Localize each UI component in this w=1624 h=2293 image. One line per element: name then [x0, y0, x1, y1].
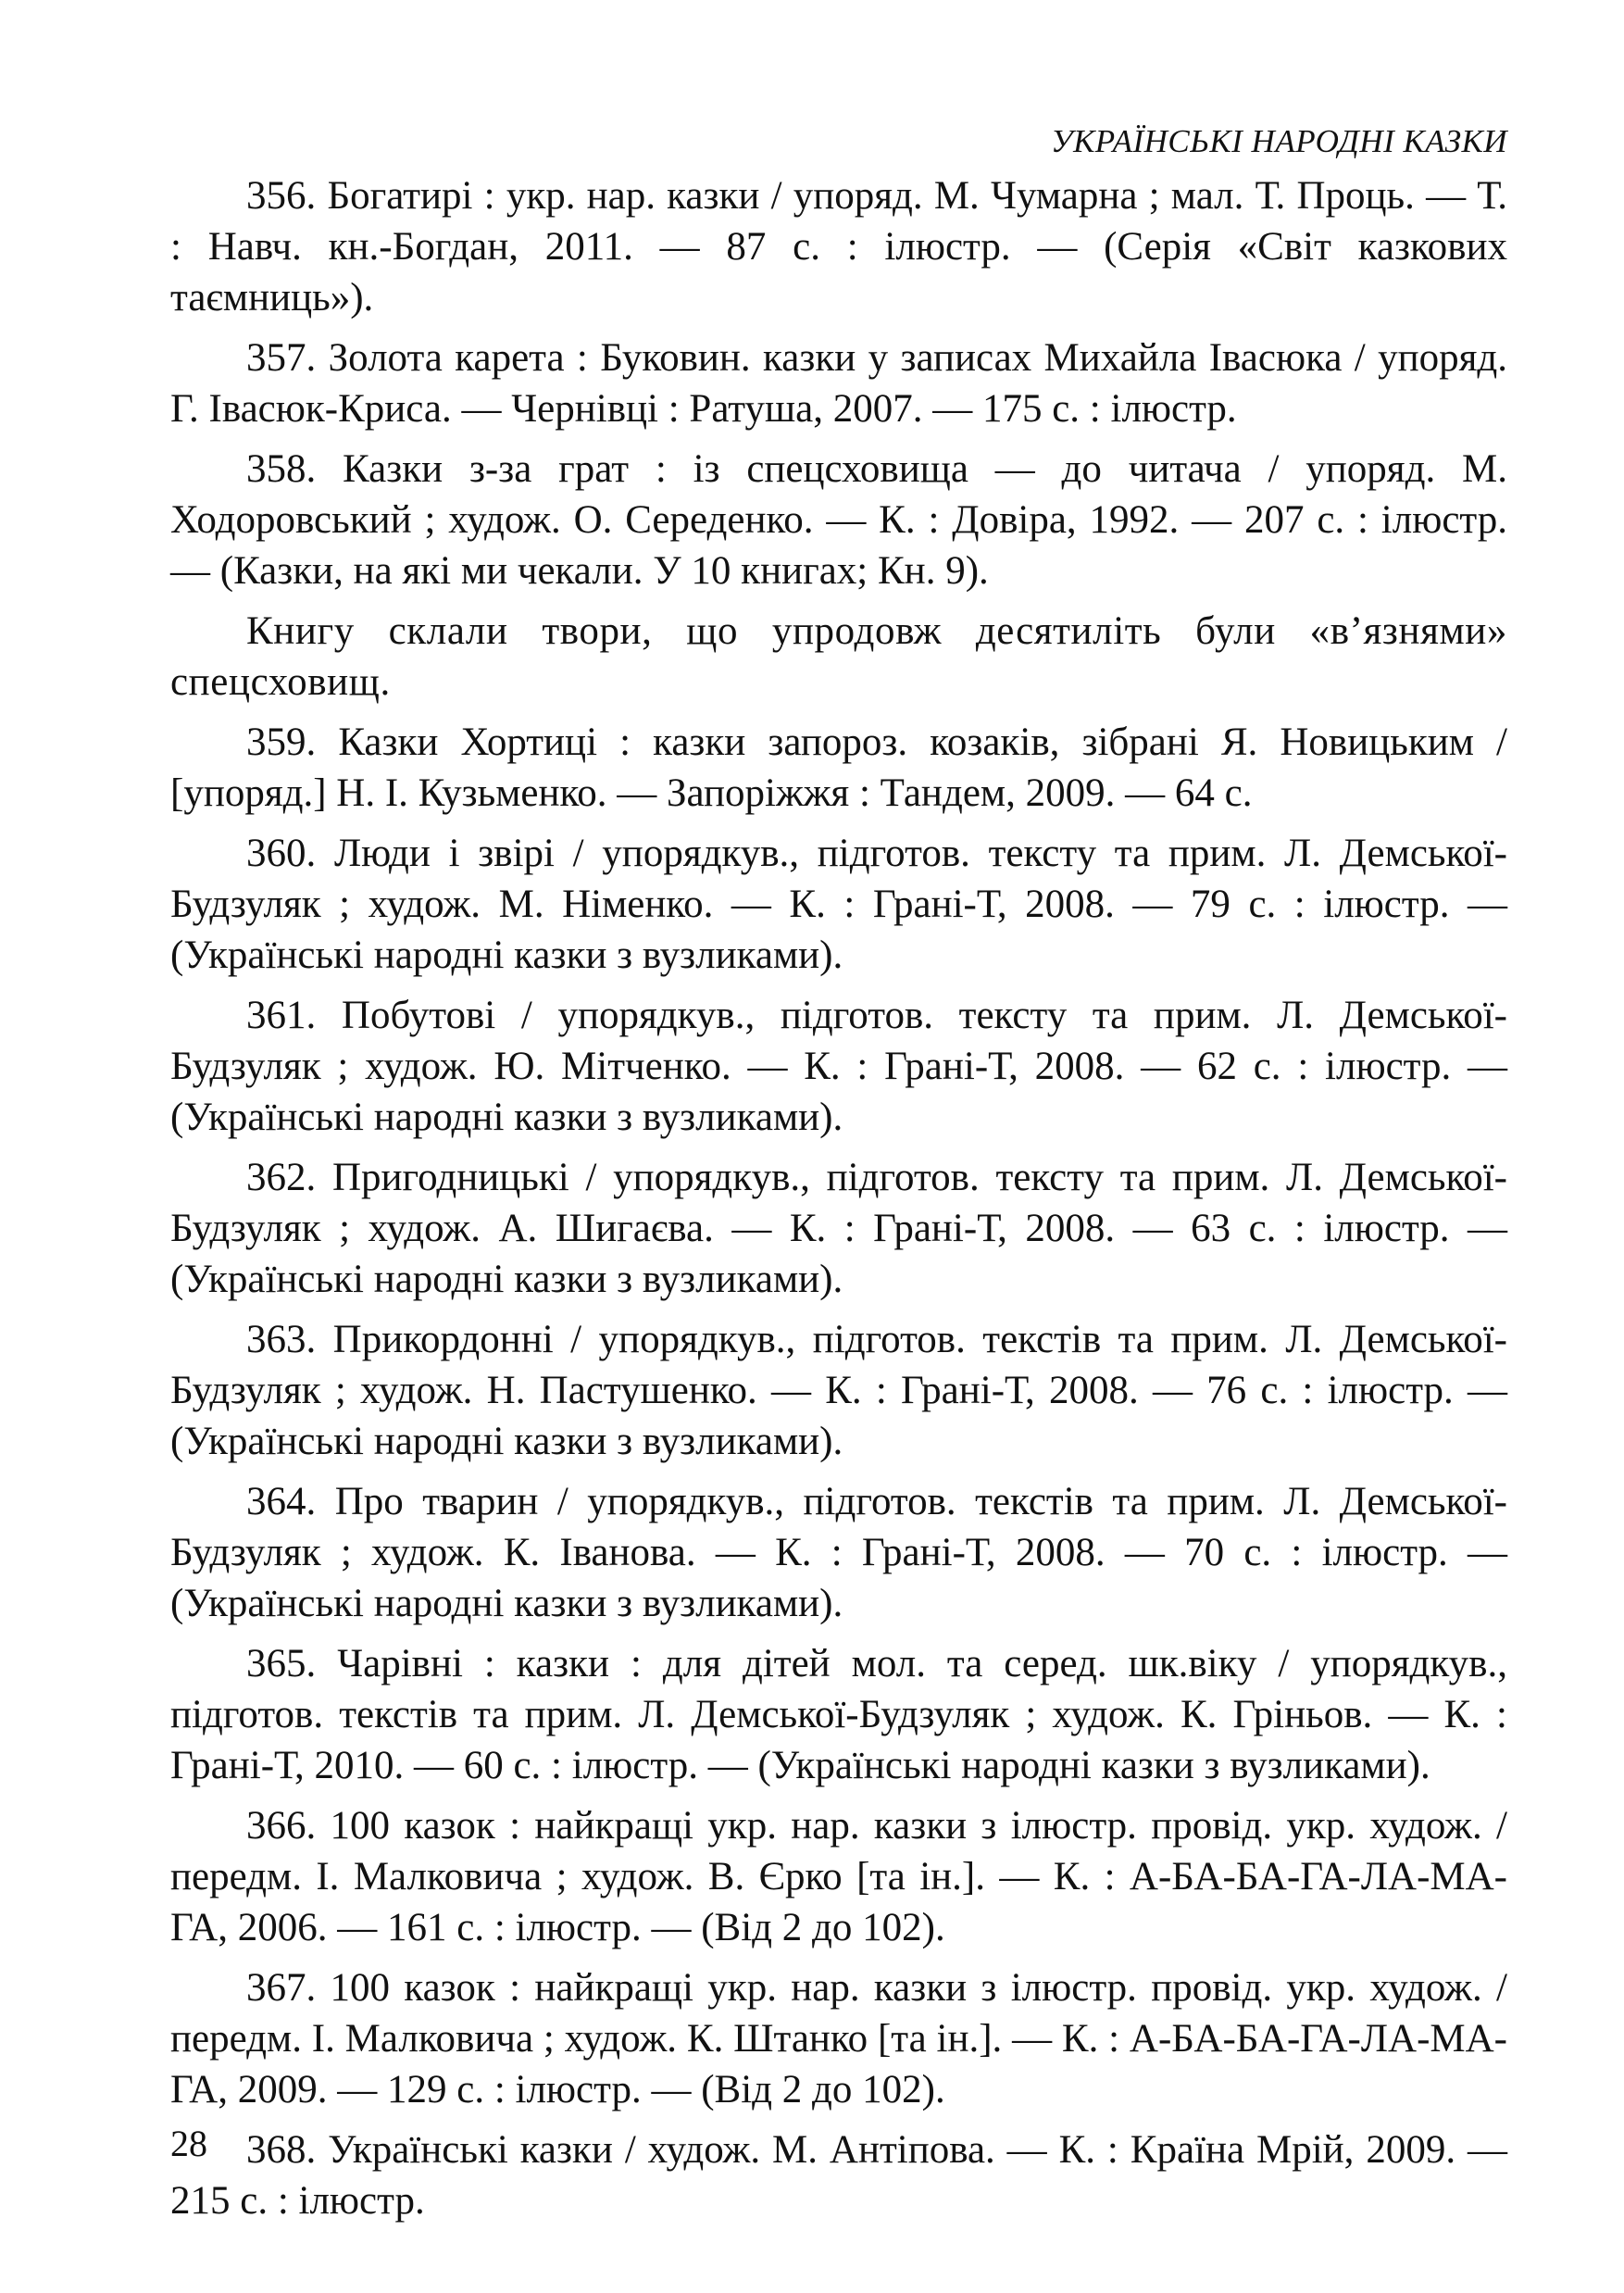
bibliography-entry-364: 364. Про тварин / упорядкув., підготов. текстів та прим. Л. Демської-Будзуляк ; худож. К. Іванова. — К. : Грані-Т, 2008. — 70 с. : ілюстр. — (Українські народні казки з вузликами).: [170, 1480, 1507, 1625]
bibliography-entry-357: 357. Золота карета : Буковин. казки у записах Михайла Івасюка / упоряд. Г. Івасюк-Криса. — Чернівці : Ратуша, 2007. — 175 с. : ілюстр.: [170, 336, 1507, 431]
bibliography-entry-362: 362. Пригодницькі / упорядкув., підготов. тексту та прим. Л. Демської-Будзуляк ; худож. А. Шигаєва. — К. : Грані-Т, 2008. — 63 с. : ілюстр. — (Українські народні казки з вузликами).: [170, 1156, 1507, 1301]
bibliography-entry-356: 356. Богатирі : укр. нар. казки / упоряд. М. Чумарна ; мал. Т. Проць. — Т. : Навч. кн.-Богдан, 2011. — 87 с. : ілюстр. — (Серія «Світ казкових таємниць»).: [170, 174, 1507, 320]
bibliography-entry-359: 359. Казки Хортиці : казки запороз. козаків, зібрані Я. Новицьким / [упоряд.] Н. І. Кузьменко. — Запоріжжя : Тандем, 2009. — 64 с.: [170, 720, 1507, 815]
page-number: 28: [170, 2123, 207, 2164]
page-body: [170, 120, 1507, 2236]
bibliography-entry-360: 360. Люди і звірі / упорядкув., підготов. тексту та прим. Л. Демської-Будзуляк ; худож. М. Німенко. — К. : Грані-Т, 2008. — 79 с. : ілюстр. — (Українські народні казки з вузликами).: [170, 832, 1507, 977]
bibliography-entry-367: 367. 100 казок : найкращі укр. нар. казки з ілюстр. провід. укр. худож. / передм. І. Малковича ; худож. К. Штанко [та ін.]. — К. : А-БА-БА-ГА-ЛА-МА-ГА, 2009. — 129 с. : ілюстр. — (Від 2 до 102).: [170, 1966, 1507, 2111]
bibliography-entry-363: 363. Прикордонні / упорядкув., підготов. текстів та прим. Л. Демської-Будзуляк ; худож. Н. Пастушенко. — К. : Грані-Т, 2008. — 76 с. : ілюстр. — (Українські народні казки з вузликами).: [170, 1318, 1507, 1463]
bibliography-entry-366: 366. 100 казок : найкращі укр. нар. казки з ілюстр. провід. укр. худож. / передм. І. Малковича ; худож. В. Єрко [та ін.]. — К. : А-БА-БА-ГА-ЛА-МА-ГА, 2006. — 161 с. : ілюстр. — (Від 2 до 102).: [170, 1804, 1507, 1949]
bibliography-entry-365: 365. Чарівні : казки : для дітей мол. та серед. шк.віку / упорядкув., підготов. текстів та прим. Л. Демської-Будзуляк ; худож. К. Гріньов. — К. : Грані-Т, 2010. — 60 с. : ілюстр. — (Українські народні казки з вузликами).: [170, 1642, 1507, 1787]
bibliography-entry-368: 368. Українські казки / худож. М. Антіпова. — К. : Країна Мрій, 2009. — 215 с. : ілюстр.: [170, 2128, 1507, 2223]
bibliography-entry-358: 358. Казки з-за грат : із спецсховища — до читача / упоряд. М. Ходоровський ; худож. О. Середенко. — К. : Довіра, 1992. — 207 с. : ілюстр. — (Казки, на які ми чекали. У 10 книгах; Кн. 9).: [170, 447, 1507, 593]
running-head: УКРАЇНСЬКІ НАРОДНІ КАЗКИ: [1051, 123, 1507, 159]
bibliography-entry-361: 361. Побутові / упорядкув., підготов. тексту та прим. Л. Демської-Будзуляк ; худож. Ю. Мітченко. — К. : Грані-Т, 2008. — 62 с. : ілюстр. — (Українські народні казки з вузликами).: [170, 994, 1507, 1139]
entry-annotation: Книгу склали твори, що упродовж десятиліть були «в’язнями» спецсховищ.: [170, 609, 1507, 704]
